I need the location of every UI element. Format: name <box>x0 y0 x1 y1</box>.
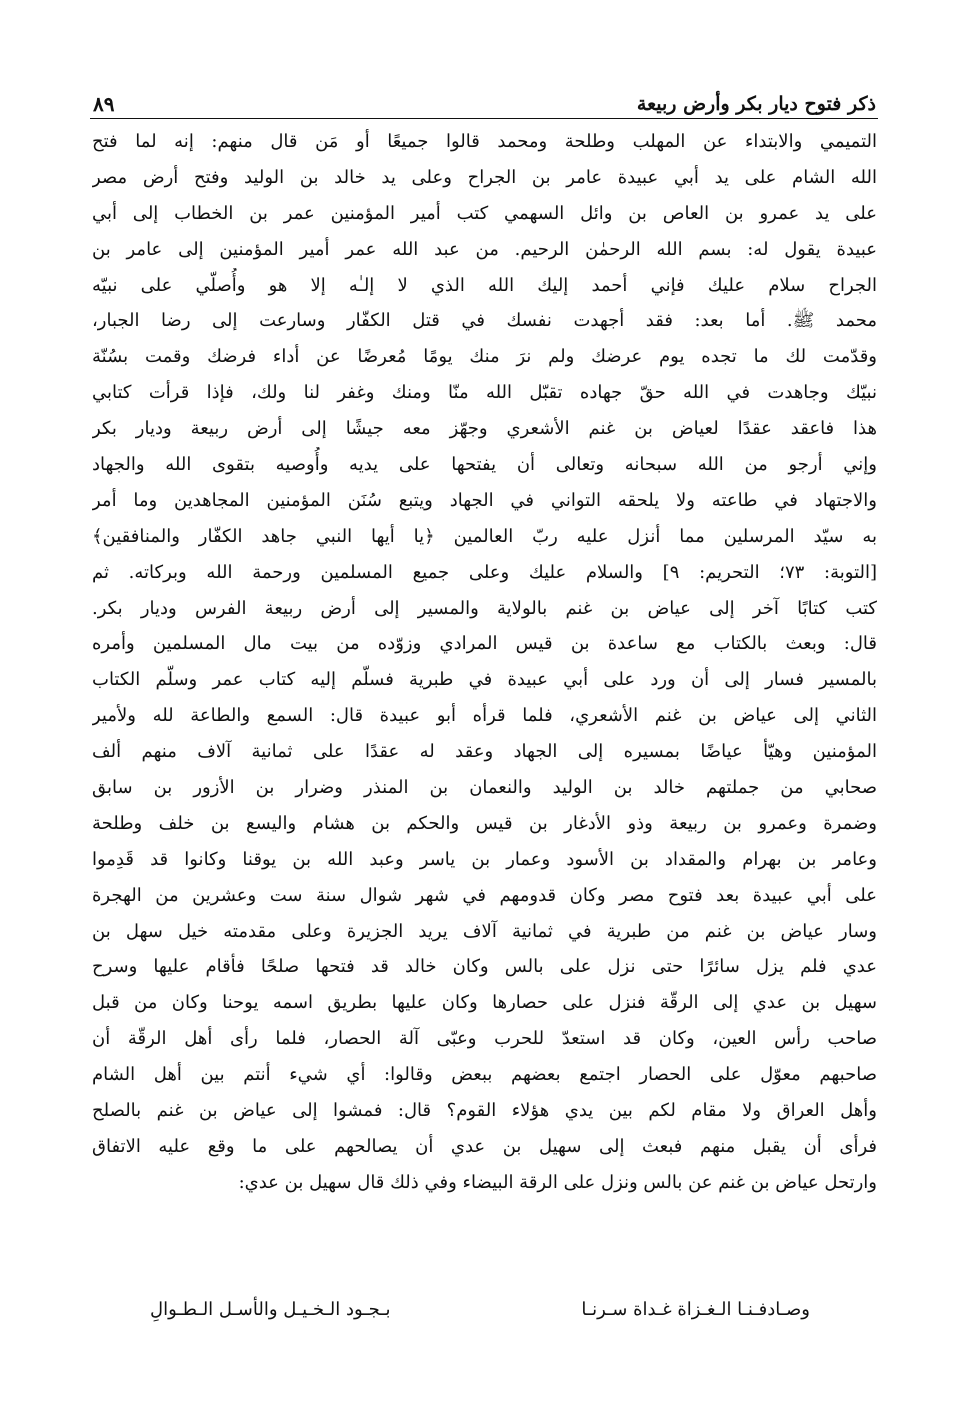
text-line: صاحب رأس العين، وكان قد استعدّ للحرب وعبّى آلة الحصار، فلما رأى أهل الرقّة أن <box>92 1028 877 1050</box>
text-line: صحابي من جملتهم خالد بن الوليد والنعمان بن المنذر وضرار بن الأزور بن سابق <box>92 777 877 799</box>
text-line: على يد عمرو بن العاص بن وائل السهمي كتب أمير المؤمنين عمر بن الخطاب إلى أبي <box>92 202 877 224</box>
text-line: كتب كتابًا آخر إلى عياض بن غنم بالولاية والمسير إلى أرض ربيعة الفرس وديار بكر. <box>92 597 877 619</box>
text-line: والاجتهاد في طاعته ولا يلحقه التواني في الجهاد ويتبع سُنَن المؤمنين المجاهدين وما أمر <box>92 489 877 511</box>
header-title: ذكر فتوح ديار بكر وأرض ربيعة <box>636 93 876 115</box>
text-line: به سيّد المرسلين مما أنزل عليه ربّ العالمين ﴿يا أيها النبي جاهد الكفّار والمنافقين﴾ <box>92 525 877 547</box>
running-header <box>93 82 876 116</box>
text-line: وارتحل عياض بن غنم عن بالس ونزل على الرقة البيضاء وفي ذلك قال سهيل بن عدي: <box>238 1171 877 1193</box>
text-line: وضمرة وعمرو بن ربيعة وذو الأدغار بن قيس والحكم بن هشام واليسع بن خلف وطلحة <box>92 812 877 834</box>
verse-first-hemistich: وصـادفـنـا الـغـزاة غـداة سـرنـا <box>581 1299 810 1320</box>
text-line: سهيل بن عدي إلى الرقّة فنزل على حصارها وكان عليها بطريق اسمه يوحنا وكان من قبل <box>92 992 877 1014</box>
text-line: الله الشام على يد أبي عبيدة عامر بن الجراح وعلى يد خالد بن الوليد وفتح أرض مصر <box>92 166 877 188</box>
page-number: ٨٩ <box>93 92 115 116</box>
text-line: الثاني إلى عياض بن غنم الأشعري، فلما قرأه أبو عبيدة قال: السمع والطاعة لله ولأمير <box>92 705 877 727</box>
header-rule <box>90 118 878 119</box>
text-line: التميمي والابتداء عن المهلب وطلحة ومحمد قالوا جميعًا أو مَن قال منهم: إنه لما فتح <box>92 131 877 152</box>
verse-second-hemistich: بـجـود الـخـيـل والأسـل الـطـوالِ <box>150 1299 391 1320</box>
text-line: وعامر بن بهرام والمقداد بن الأسود وعمار بن ياسر وعبد الله بن يوقنا وكانوا قد قَدِموا <box>92 848 877 870</box>
text-line: الجراح سلام عليك فإني أحمد إليك الله الذي لا إلـٰه إلا هو وأُصلّي على نبيّه <box>92 274 877 296</box>
text-line: وقدّمت لك ما تجده يوم عرضك ولم نرَ منك يومًا مُعرضًا عن أداء فرضك وقمت بسُنّة <box>92 346 877 368</box>
text-line: محمد ﷺ. أما بعد: فقد أجهدت نفسك في قتل الكفّار وسارعت إلى رضا الجبار، <box>92 310 877 332</box>
text-line: فرأى أن يقبل منهم فبعث إلى سهيل بن عدي أن يصالحهم على ما وقع عليه الاتفاق <box>92 1135 877 1157</box>
text-line: هذا فاعقد عقدًا لعياض بن غنم الأشعري وجهّز معه جيشًا إلى أرض ربيعة وديار بكر <box>92 418 877 440</box>
text-line: وأهل العراق ولا مقام لكم بين يدي هؤلاء القوم؟ قال: فمشوا إلى عياض بن غنم بالصلح <box>92 1100 877 1122</box>
body-text <box>92 124 877 1201</box>
text-line: المؤمنين وهيّأ عياضًا بمسيره إلى الجهاد وعقد له عقدًا على ثمانية آلاف منهم ألف <box>92 741 877 763</box>
poem-verse <box>150 1290 810 1330</box>
text-line: قال: وبعث بالكتاب مع ساعدة بن قيس المرادي وزوّده من بيت مال المسلمين وأمره <box>92 633 877 655</box>
text-line: [التوبة: ٧٣؛ التحريم: ٩] والسلام عليك وعلى جميع المسلمين ورحمة الله وبركاته. ثم <box>92 561 877 583</box>
text-line: وإني أرجو من الله سبحانه وتعالى أن يفتحها على يديه وأُوصيه بتقوى الله والجهاد <box>92 454 877 476</box>
text-line: على أبي عبيدة بعد فتوح مصر وكان قدومهم في شهر شوال سنة ست وعشرين من الهجرة <box>92 884 877 906</box>
text-line: عدي فلم يزل سائرًا حتى نزل على بالس وكان خالد قد فتحها صلحًا فأقام عليها وسرح <box>92 956 877 978</box>
text-line: عبيدة يقول له: بسم الله الرحمٰن الرحيم. من عبد الله عمر أمير المؤمنين إلى عامر بن <box>92 238 877 260</box>
text-line: صاحبهم معوّل على الحصار اجتمع بعضهم ببعض وقالوا: أي شيء أنتم بين أهل الشام <box>92 1064 877 1086</box>
text-line: نبيّك وجاهدت في الله حقّ جهاده تقبّل الله منّا ومنك وغفر لنا ولك، فإذا قرأت كتابي <box>92 382 877 404</box>
text-line: وسار عياض بن غنم من طبرية في ثمانية آلاف يريد الجزيرة وعلى مقدمته خيل سهل بن <box>92 920 877 942</box>
text-line: بالمسير فسار إلى أن ورد على أبي عبيدة في طبرية فسلّم إليه كتاب عمر وسلّم الكتاب <box>92 669 877 691</box>
